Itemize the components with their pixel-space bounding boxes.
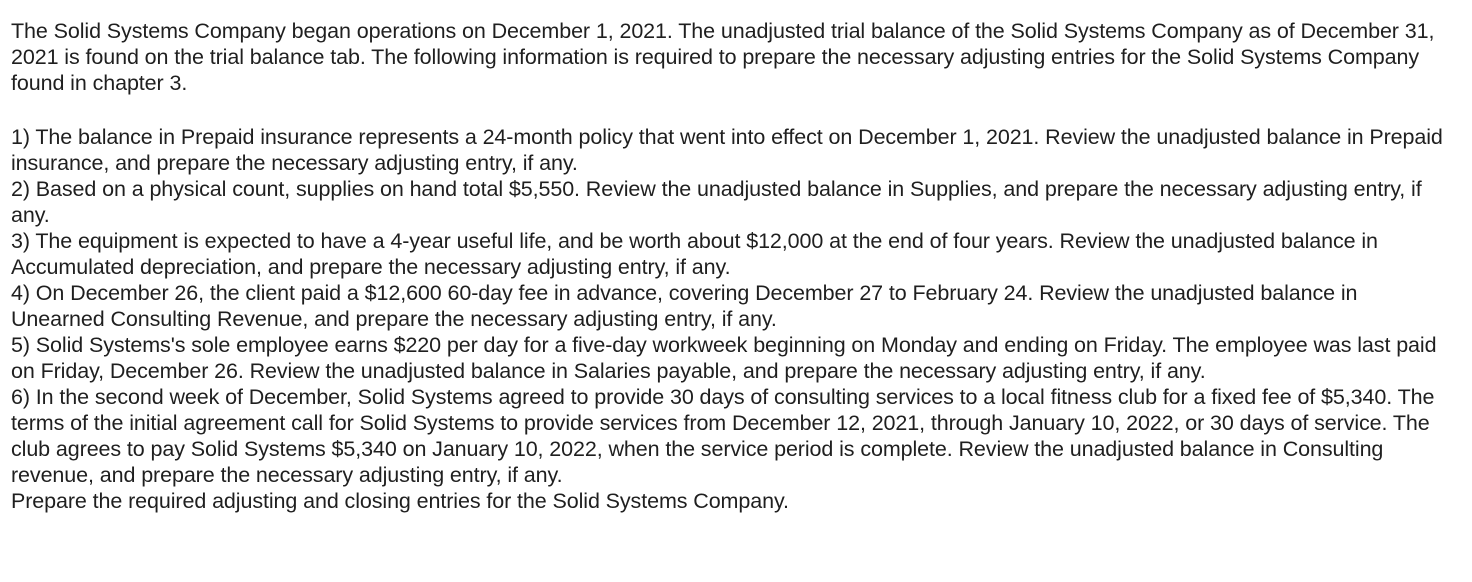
adjustment-list	[11, 124, 1451, 514]
adjustment-item-4: 4) On December 26, the client paid a $12,600 60-day fee in advance, covering December 27 to February 24. Review the unadjusted balance in Unearned Consulting Revenue, and prepare the necessary adjusting entry, if any.	[11, 281, 1358, 331]
paragraph-spacer	[11, 96, 1460, 124]
closing-instruction: Prepare the required adjusting and closing entries for the Solid Systems Company.	[11, 489, 789, 513]
intro-paragraph: The Solid Systems Company began operations on December 1, 2021. The unadjusted trial balance of the Solid Systems Company as of December 31, 2021 is found on the trial balance tab. The following information is required to prepare the necessary adjusting entries for the Solid Systems Company found in chapter 3.	[11, 19, 1435, 95]
adjustment-item-1: 1) The balance in Prepaid insurance represents a 24-month policy that went into effect on December 1, 2021. Review the unadjusted balance in Prepaid insurance, and prepare the necessary adjusting entry, if any.	[11, 125, 1443, 175]
adjustment-item-2: 2) Based on a physical count, supplies on hand total $5,550. Review the unadjusted balance in Supplies, and prepare the necessary adjusting entry, if any.	[11, 177, 1422, 227]
adjustment-item-6: 6) In the second week of December, Solid Systems agreed to provide 30 days of consulting services to a local fitness club for a fixed fee of $5,340. The terms of the initial agreement call for Solid Systems to provide services from December 12, 2021, through January 10, 2022, or 30 days of service. The club agrees to pay Solid Systems $5,340 on January 10, 2022, when the service period is complete. Review the unadjusted balance in Consulting revenue, and prepare the necessary adjusting entry, if any.	[11, 385, 1435, 487]
adjustment-item-3: 3) The equipment is expected to have a 4-year useful life, and be worth about $12,000 at the end of four years. Review the unadjusted balance in Accumulated depreciation, and prepare the necessary adjusting entry, if any.	[11, 229, 1378, 279]
adjustment-item-5: 5) Solid Systems's sole employee earns $220 per day for a five-day workweek beginning on Monday and ending on Friday. The employee was last paid on Friday, December 26. Review the unadjusted balance in Salaries payable, and prepare the necessary adjusting entry, if any.	[11, 333, 1437, 383]
